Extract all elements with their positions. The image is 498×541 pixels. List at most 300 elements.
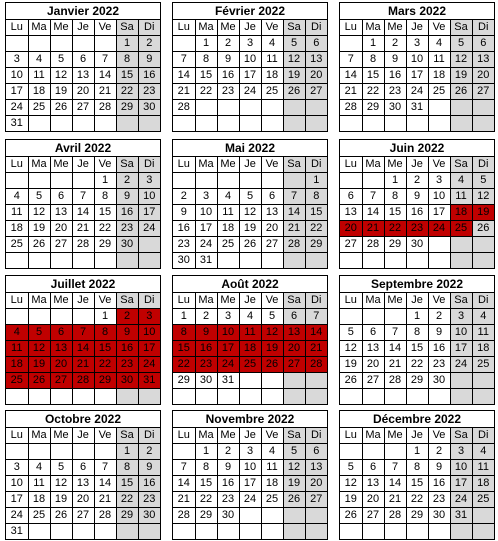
day-cell: 30	[428, 373, 450, 389]
day-cell: 12	[28, 205, 50, 221]
day-cell: 10	[450, 460, 472, 476]
day-cell: 25	[217, 237, 239, 253]
day-cell: 26	[472, 221, 494, 237]
day-cell: 5	[28, 189, 50, 205]
empty-cell	[217, 253, 239, 269]
day-cell: 10	[406, 52, 428, 68]
month-grid	[340, 428, 494, 539]
empty-cell	[283, 100, 305, 116]
day-cell: 8	[195, 460, 217, 476]
day-cell: 28	[362, 237, 384, 253]
day-cell: 19	[340, 357, 362, 373]
empty-cell	[362, 309, 384, 325]
day-cell: 28	[384, 508, 406, 524]
weekday-label: Je	[406, 157, 428, 173]
day-cell: 27	[72, 508, 94, 524]
day-cell: 19	[472, 205, 494, 221]
day-cell: 1	[116, 444, 138, 460]
day-cell: 14	[94, 476, 116, 492]
empty-cell	[217, 389, 239, 405]
empty-cell	[28, 253, 50, 269]
empty-cell	[384, 444, 406, 460]
day-cell: 22	[362, 84, 384, 100]
empty-cell	[116, 524, 138, 540]
empty-cell	[305, 389, 327, 405]
empty-cell	[362, 116, 384, 132]
month-title: Janvier 2022	[6, 3, 160, 20]
day-cell: 17	[138, 341, 160, 357]
day-cell: 29	[116, 100, 138, 116]
month-grid	[173, 20, 327, 131]
week-row	[6, 389, 160, 405]
week-row	[340, 237, 494, 253]
day-cell: 16	[217, 68, 239, 84]
day-cell: 9	[428, 460, 450, 476]
week-row	[340, 116, 494, 132]
week-row	[173, 253, 327, 269]
week-row	[173, 237, 327, 253]
day-cell: 26	[261, 357, 283, 373]
day-cell: 17	[6, 84, 28, 100]
day-cell: 21	[384, 357, 406, 373]
weekday-label: Ve	[261, 157, 283, 173]
day-cell: 12	[283, 460, 305, 476]
empty-cell	[72, 389, 94, 405]
day-cell: 28	[340, 100, 362, 116]
day-cell: 29	[406, 508, 428, 524]
week-row	[6, 100, 160, 116]
empty-cell	[305, 100, 327, 116]
day-cell: 16	[428, 341, 450, 357]
weekday-label: Ma	[28, 428, 50, 444]
weekday-label: Me	[384, 20, 406, 36]
empty-cell	[116, 116, 138, 132]
day-cell: 1	[94, 173, 116, 189]
day-cell: 27	[72, 100, 94, 116]
day-cell: 11	[450, 189, 472, 205]
day-cell: 16	[195, 341, 217, 357]
weekday-header-row	[6, 157, 160, 173]
day-cell: 30	[406, 237, 428, 253]
empty-cell	[450, 253, 472, 269]
day-cell: 15	[195, 68, 217, 84]
day-cell: 5	[340, 460, 362, 476]
week-row	[6, 237, 160, 253]
weekday-label: Je	[239, 293, 261, 309]
day-cell: 18	[239, 341, 261, 357]
day-cell: 27	[261, 237, 283, 253]
day-cell: 10	[217, 325, 239, 341]
day-cell: 4	[28, 460, 50, 476]
day-cell: 25	[472, 492, 494, 508]
empty-cell	[261, 253, 283, 269]
week-row	[6, 36, 160, 52]
day-cell: 24	[450, 357, 472, 373]
day-cell: 7	[362, 189, 384, 205]
day-cell: 5	[283, 36, 305, 52]
empty-cell	[195, 524, 217, 540]
day-cell: 20	[72, 84, 94, 100]
week-row	[173, 100, 327, 116]
empty-cell	[94, 444, 116, 460]
day-cell: 11	[28, 476, 50, 492]
month-title: Décembre 2022	[340, 411, 494, 428]
day-cell: 20	[305, 68, 327, 84]
day-cell: 2	[428, 309, 450, 325]
weekday-label: Sa	[283, 157, 305, 173]
day-cell: 30	[116, 373, 138, 389]
day-cell: 8	[116, 460, 138, 476]
weekday-label: Sa	[450, 293, 472, 309]
week-row	[6, 460, 160, 476]
day-cell: 13	[72, 68, 94, 84]
empty-cell	[428, 100, 450, 116]
day-cell: 28	[173, 508, 195, 524]
month-calendar	[5, 410, 161, 540]
empty-cell	[384, 116, 406, 132]
empty-cell	[50, 309, 72, 325]
day-cell: 7	[384, 325, 406, 341]
day-cell: 9	[406, 189, 428, 205]
empty-cell	[195, 389, 217, 405]
day-cell: 17	[406, 68, 428, 84]
day-cell: 21	[173, 492, 195, 508]
day-cell: 19	[283, 68, 305, 84]
empty-cell	[472, 116, 494, 132]
empty-cell	[173, 36, 195, 52]
empty-cell	[6, 173, 28, 189]
day-cell: 16	[138, 68, 160, 84]
day-cell: 20	[305, 476, 327, 492]
month-calendar	[172, 275, 328, 405]
day-cell: 3	[217, 309, 239, 325]
day-cell: 28	[72, 373, 94, 389]
empty-cell	[217, 116, 239, 132]
day-cell: 20	[362, 492, 384, 508]
day-cell: 2	[116, 309, 138, 325]
week-row	[340, 52, 494, 68]
day-cell: 3	[6, 52, 28, 68]
day-cell: 6	[472, 36, 494, 52]
day-cell: 29	[116, 508, 138, 524]
day-cell: 17	[450, 476, 472, 492]
day-cell: 23	[116, 221, 138, 237]
day-cell: 22	[305, 221, 327, 237]
day-cell: 5	[261, 309, 283, 325]
day-cell: 17	[195, 221, 217, 237]
week-row	[340, 100, 494, 116]
day-cell: 9	[217, 460, 239, 476]
day-cell: 14	[305, 325, 327, 341]
empty-cell	[261, 389, 283, 405]
day-cell: 25	[239, 357, 261, 373]
day-cell: 12	[50, 476, 72, 492]
empty-cell	[472, 524, 494, 540]
weekday-label: Sa	[450, 157, 472, 173]
weekday-label: Di	[138, 293, 160, 309]
weekday-label: Ma	[195, 20, 217, 36]
week-row	[340, 253, 494, 269]
day-cell: 18	[6, 221, 28, 237]
weekday-label: Di	[472, 293, 494, 309]
week-row	[340, 460, 494, 476]
month-title: Octobre 2022	[6, 411, 160, 428]
week-row	[6, 508, 160, 524]
weekday-label: Je	[406, 293, 428, 309]
weekday-label: Ve	[261, 20, 283, 36]
day-cell: 23	[116, 357, 138, 373]
day-cell: 24	[428, 221, 450, 237]
weekday-label: Ve	[261, 428, 283, 444]
weekday-header-row	[173, 293, 327, 309]
day-cell: 27	[472, 84, 494, 100]
day-cell: 19	[50, 84, 72, 100]
empty-cell	[305, 508, 327, 524]
empty-cell	[261, 373, 283, 389]
empty-cell	[340, 389, 362, 405]
empty-cell	[362, 444, 384, 460]
weekday-header-row	[173, 157, 327, 173]
day-cell: 24	[6, 508, 28, 524]
day-cell: 12	[340, 476, 362, 492]
empty-cell	[283, 508, 305, 524]
month-title: Mai 2022	[173, 140, 327, 157]
day-cell: 29	[173, 373, 195, 389]
day-cell: 15	[406, 476, 428, 492]
month-grid	[173, 428, 327, 539]
empty-cell	[173, 389, 195, 405]
empty-cell	[340, 173, 362, 189]
day-cell: 15	[94, 205, 116, 221]
empty-cell	[138, 237, 160, 253]
week-row	[173, 341, 327, 357]
day-cell: 9	[384, 52, 406, 68]
empty-cell	[173, 524, 195, 540]
day-cell: 27	[305, 84, 327, 100]
day-cell: 24	[239, 492, 261, 508]
day-cell: 18	[6, 357, 28, 373]
day-cell: 16	[384, 68, 406, 84]
day-cell: 21	[72, 357, 94, 373]
weekday-label: Je	[239, 157, 261, 173]
empty-cell	[138, 524, 160, 540]
day-cell: 2	[195, 309, 217, 325]
weekday-label: Je	[239, 20, 261, 36]
empty-cell	[428, 237, 450, 253]
empty-cell	[6, 389, 28, 405]
day-cell: 7	[94, 52, 116, 68]
weekday-label: Sa	[450, 428, 472, 444]
week-row	[6, 116, 160, 132]
day-cell: 29	[305, 237, 327, 253]
day-cell: 28	[384, 373, 406, 389]
empty-cell	[94, 253, 116, 269]
day-cell: 11	[6, 205, 28, 221]
weekday-label: Ve	[428, 157, 450, 173]
day-cell: 21	[340, 84, 362, 100]
empty-cell	[138, 389, 160, 405]
empty-cell	[261, 508, 283, 524]
day-cell: 4	[261, 36, 283, 52]
weekday-label: Ma	[28, 20, 50, 36]
weekday-label: Ma	[362, 428, 384, 444]
day-cell: 31	[195, 253, 217, 269]
week-row	[173, 508, 327, 524]
week-row	[340, 444, 494, 460]
day-cell: 3	[138, 173, 160, 189]
empty-cell	[217, 524, 239, 540]
empty-cell	[94, 116, 116, 132]
day-cell: 7	[340, 52, 362, 68]
empty-cell	[138, 253, 160, 269]
day-cell: 1	[195, 36, 217, 52]
week-row	[6, 357, 160, 373]
day-cell: 19	[28, 357, 50, 373]
empty-cell	[384, 389, 406, 405]
weekday-label: Ve	[94, 157, 116, 173]
day-cell: 13	[50, 341, 72, 357]
week-row	[6, 341, 160, 357]
weekday-header-row	[340, 20, 494, 36]
empty-cell	[305, 373, 327, 389]
day-cell: 23	[138, 84, 160, 100]
day-cell: 13	[362, 476, 384, 492]
month-calendar	[339, 410, 495, 540]
week-row	[340, 68, 494, 84]
weekday-label: Lu	[340, 293, 362, 309]
week-row	[340, 389, 494, 405]
day-cell: 18	[261, 476, 283, 492]
empty-cell	[450, 116, 472, 132]
day-cell: 24	[239, 84, 261, 100]
empty-cell	[261, 100, 283, 116]
empty-cell	[340, 444, 362, 460]
empty-cell	[305, 116, 327, 132]
day-cell: 12	[340, 341, 362, 357]
empty-cell	[384, 524, 406, 540]
day-cell: 31	[6, 524, 28, 540]
day-cell: 2	[138, 444, 160, 460]
empty-cell	[450, 389, 472, 405]
week-row	[173, 460, 327, 476]
day-cell: 7	[72, 189, 94, 205]
weekday-label: Sa	[283, 428, 305, 444]
day-cell: 29	[94, 373, 116, 389]
month-calendar	[5, 275, 161, 405]
empty-cell	[305, 524, 327, 540]
weekday-label: Lu	[173, 20, 195, 36]
day-cell: 2	[116, 173, 138, 189]
day-cell: 5	[239, 189, 261, 205]
empty-cell	[428, 116, 450, 132]
weekday-header-row	[340, 428, 494, 444]
day-cell: 12	[472, 189, 494, 205]
day-cell: 22	[173, 357, 195, 373]
day-cell: 24	[195, 237, 217, 253]
empty-cell	[450, 524, 472, 540]
month-grid	[340, 20, 494, 131]
empty-cell	[239, 116, 261, 132]
day-cell: 5	[472, 173, 494, 189]
weekday-label: Me	[217, 157, 239, 173]
week-row	[173, 205, 327, 221]
day-cell: 27	[305, 492, 327, 508]
week-row	[6, 221, 160, 237]
day-cell: 24	[138, 221, 160, 237]
empty-cell	[173, 173, 195, 189]
week-row	[340, 341, 494, 357]
day-cell: 14	[173, 476, 195, 492]
day-cell: 22	[94, 221, 116, 237]
day-cell: 4	[428, 36, 450, 52]
day-cell: 2	[138, 36, 160, 52]
day-cell: 7	[305, 309, 327, 325]
empty-cell	[28, 173, 50, 189]
empty-cell	[94, 524, 116, 540]
empty-cell	[50, 173, 72, 189]
day-cell: 17	[428, 205, 450, 221]
day-cell: 31	[6, 116, 28, 132]
empty-cell	[28, 524, 50, 540]
week-row	[173, 52, 327, 68]
empty-cell	[72, 116, 94, 132]
day-cell: 23	[384, 84, 406, 100]
day-cell: 18	[261, 68, 283, 84]
week-row	[340, 84, 494, 100]
day-cell: 15	[305, 205, 327, 221]
day-cell: 16	[173, 221, 195, 237]
month-calendar	[172, 410, 328, 540]
day-cell: 19	[28, 221, 50, 237]
day-cell: 29	[94, 237, 116, 253]
day-cell: 19	[239, 221, 261, 237]
weekday-label: Je	[72, 293, 94, 309]
empty-cell	[28, 389, 50, 405]
day-cell: 11	[261, 460, 283, 476]
month-grid	[6, 20, 160, 131]
empty-cell	[6, 309, 28, 325]
empty-cell	[428, 253, 450, 269]
day-cell: 14	[384, 341, 406, 357]
weekday-label: Di	[305, 293, 327, 309]
week-row	[340, 373, 494, 389]
empty-cell	[72, 36, 94, 52]
day-cell: 26	[450, 84, 472, 100]
empty-cell	[283, 173, 305, 189]
day-cell: 8	[173, 325, 195, 341]
day-cell: 17	[217, 341, 239, 357]
day-cell: 16	[116, 341, 138, 357]
day-cell: 15	[116, 68, 138, 84]
weekday-label: Di	[138, 20, 160, 36]
weekday-label: Sa	[116, 428, 138, 444]
day-cell: 9	[217, 52, 239, 68]
empty-cell	[50, 524, 72, 540]
weekday-label: Me	[50, 20, 72, 36]
month-grid	[6, 293, 160, 404]
day-cell: 18	[428, 68, 450, 84]
empty-cell	[261, 524, 283, 540]
day-cell: 17	[450, 341, 472, 357]
empty-cell	[239, 173, 261, 189]
weekday-label: Sa	[283, 293, 305, 309]
day-cell: 10	[6, 68, 28, 84]
day-cell: 26	[283, 84, 305, 100]
empty-cell	[406, 116, 428, 132]
day-cell: 4	[472, 444, 494, 460]
day-cell: 10	[6, 476, 28, 492]
empty-cell	[406, 524, 428, 540]
